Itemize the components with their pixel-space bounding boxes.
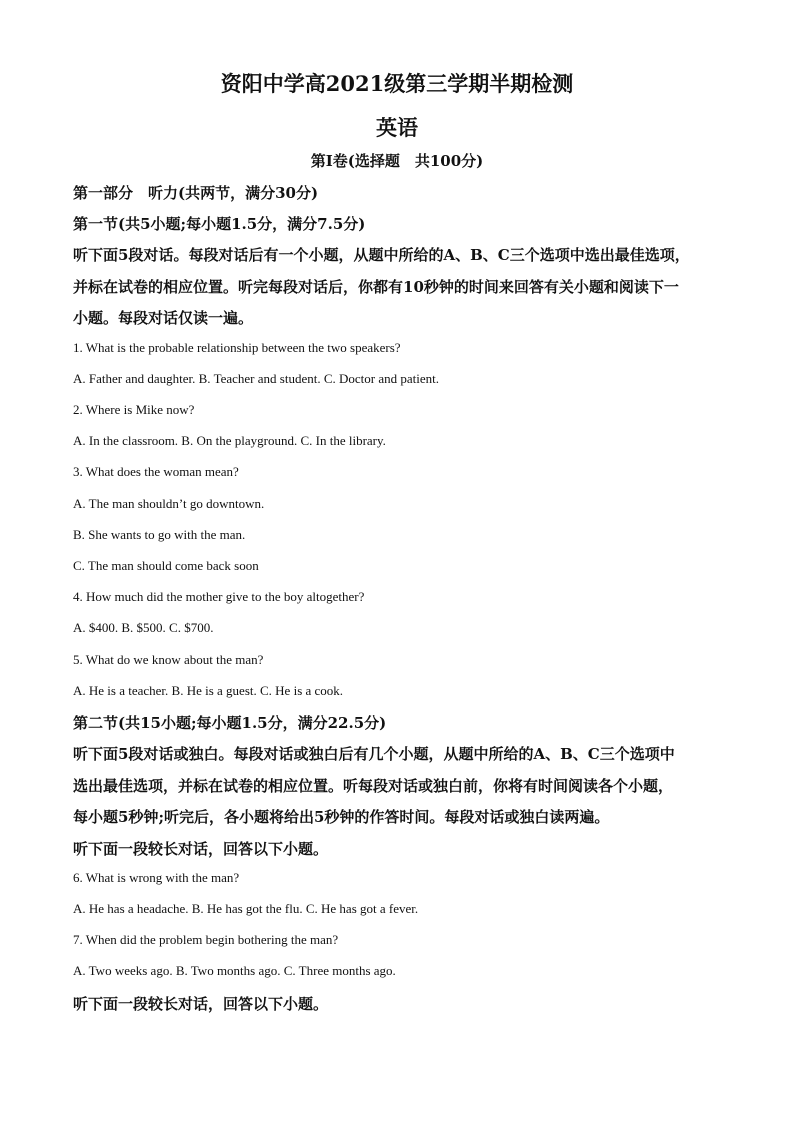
section2-instruction-line: 听下面5段对话或独白。每段对话或独白后有几个小题，从题中所给的A、B、C三个选项中	[73, 745, 675, 763]
section1-heading: 第一节(共5小题;每小题1.5分，满分7.5分)	[73, 215, 366, 233]
question-options: A. He has a headache. B. He has got the flu. C. He has got a fever.	[73, 901, 419, 916]
question-option: A. The man shouldn’t go downtown.	[73, 496, 265, 511]
section1-instruction-line: 小题。每段对话仅读一遍。	[73, 309, 254, 327]
dialogue-intro: 听下面一段较长对话，回答以下小题。	[73, 995, 329, 1013]
question-option: B. She wants to go with the man.	[73, 527, 246, 542]
question-stem: 2. Where is Mike now?	[73, 402, 195, 417]
section2-instruction-line: 每小题5秒钟;听完后，各小题将给出5秒钟的作答时间。每段对话或独白读两遍。	[73, 808, 610, 826]
exam-title: 资阳中学高2021级第三学期半期检测	[220, 71, 574, 96]
section2-heading: 第二节(共15小题;每小题1.5分，满分22.5分)	[73, 714, 387, 732]
question-options: A. In the classroom. B. On the playground. C. In the library.	[73, 433, 386, 448]
question-stem: 4. How much did the mother give to the boy altogether?	[73, 589, 365, 604]
question-stem: 3. What does the woman mean?	[73, 464, 239, 479]
question-option: C. The man should come back soon	[73, 558, 259, 573]
question-options: A. He is a teacher. B. He is a guest. C. He is a cook.	[73, 683, 344, 698]
question-stem: 1. What is the probable relationship between the two speakers?	[73, 340, 401, 355]
section2-instruction-line: 选出最佳选项，并标在试卷的相应位置。听每段对话或独白前，你将有时间阅读各个小题，	[73, 777, 674, 795]
section1-instruction-line: 并标在试卷的相应位置。听完每段对话后，你都有10秒钟的时间来回答有关小题和阅读下一	[73, 278, 679, 296]
section1-instruction-line: 听下面5段对话。每段对话后有一个小题，从题中所给的A、B、C三个选项中选出最佳选项，	[73, 246, 690, 264]
question-options: A. Two weeks ago. B. Two months ago. C. Three months ago.	[73, 963, 396, 978]
dialogue-intro: 听下面一段较长对话，回答以下小题。	[73, 840, 329, 858]
volume-heading: 第Ⅰ卷(选择题 共100分)	[310, 152, 484, 170]
question-options: A. Father and daughter. B. Teacher and student. C. Doctor and patient.	[73, 371, 439, 386]
part1-heading: 第一部分 听力(共两节，满分30分)	[73, 184, 319, 202]
question-stem: 6. What is wrong with the man?	[73, 870, 240, 885]
question-stem: 7. When did the problem begin bothering the man?	[73, 932, 339, 947]
question-stem: 5. What do we know about the man?	[73, 652, 264, 667]
question-options: A. $400. B. $500. C. $700.	[73, 620, 214, 635]
exam-subject: 英语	[376, 115, 418, 140]
